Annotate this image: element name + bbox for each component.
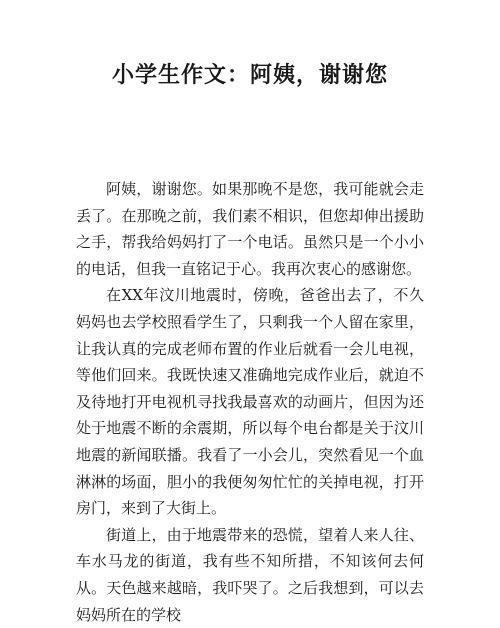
paragraph-3: 街道上，由于地震带来的恐慌，望着人来人往、车水马龙的街道，我有些不知所措，不知该何去何从。天色越来越暗，我吓哭了。之后我想到，可以去妈妈所在的学校	[76, 525, 424, 624]
paragraph-2: 在XX年汶川地震时，傍晚，爸爸出去了，不久妈妈也去学校照看学生了，只剩我一个人留在家里，让我认真的完成老师布置的作业后就看一会儿电视，等他们回来。我既快速又准确地完成作业后，就迫不及待地打开电视机寻找我最喜欢的动画片，但因为还处于地震不断的余震期，所以每个电台都是关于汶川地震的新闻联播。我看了一小会儿，突然看见一个血淋淋的场面，胆小的我便匆匆忙忙的关掉电视，打开房门，来到了大街上。	[76, 286, 424, 518]
document-body	[76, 176, 424, 628]
document-title: 小学生作文：阿姨，谢谢您	[111, 62, 388, 88]
paragraph-1: 阿姨，谢谢您。如果那晚不是您，我可能就会走丢了。在那晚之前，我们素不相识，但您却伸出援助之手，帮我给妈妈打了一个电话。虽然只是一个小小的电话，但我一直铭记于心。我再次衷心的感谢您。	[76, 180, 424, 278]
